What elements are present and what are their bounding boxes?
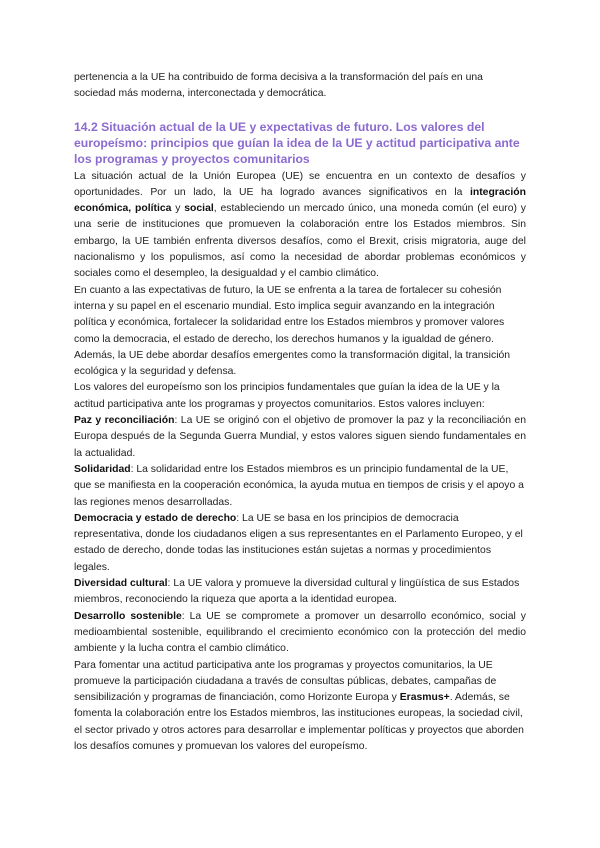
bold-term: integración económica, política	[74, 186, 526, 215]
value-label: Desarrollo sostenible	[74, 610, 182, 622]
value-item-continuation: miembros, reconociendo la riqueza que aporta a la identidad europea.	[74, 594, 397, 606]
section-title: Situación actual de la UE y expectativas de futuro. Los valores del europeísmo: principios que guían la idea de la UE y actitud participativa ante los programas y proyectos comunitarios	[74, 119, 520, 166]
value-item: Desarrollo sostenible: La UE se compromete a promover un desarrollo económico, social y medioambiental sostenible, equilibrando el crecimiento económico con la protección del medio ambiente y la lucha contra el cambio climático.	[74, 610, 526, 655]
value-item: Democracia y estado de derecho: La UE se basa en los principios de democracia representativa, donde los ciudadanos eligen a sus representantes en el Parlamento Europeo, y el estado de derecho, donde todas las instituciones están sujetas a normas y procedimientos legales.	[74, 512, 523, 573]
value-label: Diversidad cultural	[74, 578, 168, 590]
intro-paragraph: pertenencia a la UE ha contribuido de forma decisiva a la transformación del país en una sociedad más moderna, interconectada y democrática.	[74, 72, 483, 100]
section-heading	[74, 119, 526, 167]
value-label: Solidaridad	[74, 463, 131, 475]
paragraph-participation: Para fomentar una actitud participativa ante los programas y proyectos comunitarios, la UE promueve la participación ciudadana a través de consultas públicas, debates, campañas de sensibilización y programas de financiación, como Horizonte Europa y Erasmus+. Además, se fomenta la colaboración entre los Estados miembros, las instituciones europeas, la sociedad civil, el sector privado y otros actores para desarrollar e implementar políticas y proyectos que aborden los desafíos comunes y promuevan los valores del europeísmo.	[74, 659, 524, 752]
value-item: Diversidad cultural: La UE valora y promueve la diversidad cultural y lingüística de sus Estados	[74, 578, 520, 590]
document-page	[74, 70, 526, 755]
bold-term: Erasmus+	[399, 692, 450, 704]
value-label: Paz y reconciliación	[74, 415, 175, 427]
value-item: Paz y reconciliación: La UE se originó con el objetivo de promover la paz y la reconciliación en Europa después de la Segunda Guerra Mundial, y estos valores siguen siendo fundamentales en la actualidad.	[74, 415, 526, 459]
value-label: Democracia y estado de derecho	[74, 512, 237, 524]
section-number: 14.2	[74, 119, 98, 134]
paragraph-future-expectations: En cuanto a las expectativas de futuro, la UE se enfrenta a la tarea de fortalecer su cohesión interna y su papel en el escenario mundial. Esto implica seguir avanzando en la integración política y económica, fortalecer la solidaridad entre los Estados miembros y promover valores como la democracia, el estado de derecho, los derechos humanos y la igualdad de género. Además, la UE debe abordar desafíos emergentes como la transformación digital, la transición ecológica y la seguridad y defensa.	[74, 284, 511, 378]
value-item: Solidaridad: La solidaridad entre los Estados miembros es un principio fundamental de la UE, que se manifiesta en la cooperación económica, la ayuda mutua en tiempos de crisis y el apoyo a las regiones menos desarrolladas.	[74, 463, 524, 508]
paragraph-current-situation: La situación actual de la Unión Europea (UE) se encuentra en un contexto de desafíos y oportunidades. Por un lado, la UE ha logrado avances significativos en la integración económica, política y social, estableciendo un mercado único, una moneda común (el euro) y una serie de instituciones que promueven la colaboración entre los Estados miembros. Sin embargo, la UE también enfrenta diversos desafíos, como el Brexit, crisis migratoria, auge del nacionalismo y los populismos, así como la necesidad de abordar problemas económicos y sociales como el desempleo, la desigualdad y el cambio climático.	[74, 170, 526, 280]
paragraph-values-intro: Los valores del europeísmo son los principios fundamentales que guían la idea de la UE y la actitud participativa ante los programas y proyectos comunitarios. Estos valores incluyen:	[74, 382, 500, 410]
bold-term: social	[184, 203, 214, 215]
